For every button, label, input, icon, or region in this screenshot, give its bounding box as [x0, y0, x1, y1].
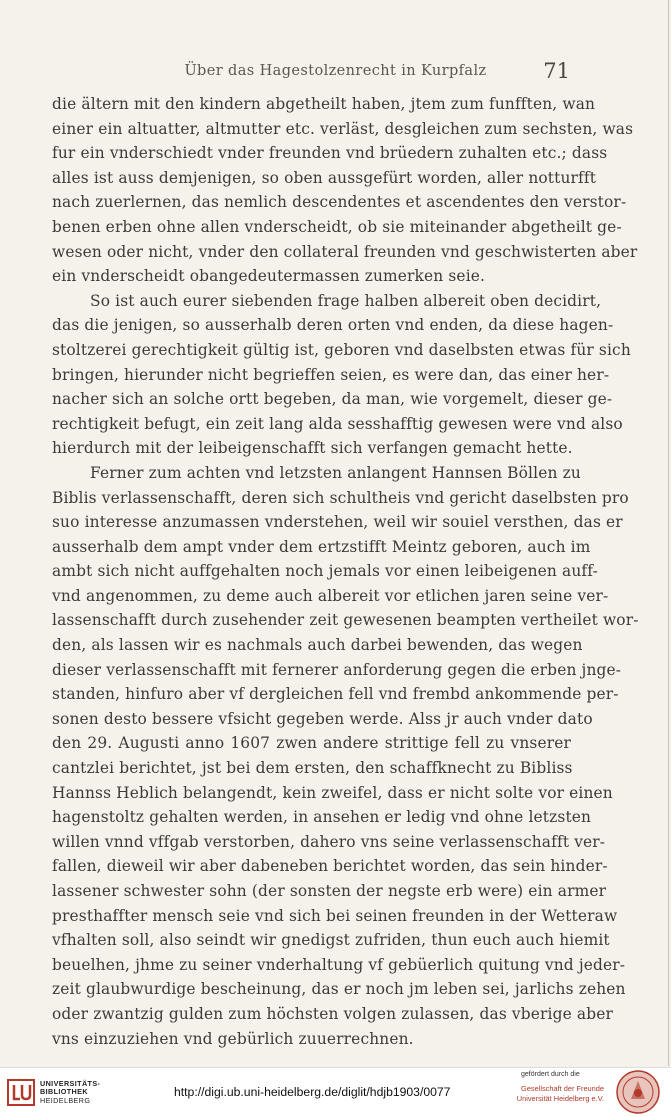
library-city: HEIDELBERG	[40, 1095, 91, 1105]
text-line: So ist auch eurer siebenden frage halben albereit oben decidirt,	[90, 291, 602, 310]
body-text	[52, 92, 639, 1051]
text-line: sonen desto bessere vfsicht gegeben werde. Alss jr auch vnder dato	[52, 709, 593, 728]
funding-label: gefördert durch die	[521, 1071, 580, 1078]
text-line: die ältern mit den kindern abgetheilt haben, jtem zum funfften, wan	[52, 95, 596, 113]
text-line: ambt sich nicht auffgehalten noch jemals vor einen leibeigenen auff-	[52, 562, 598, 581]
permalink-url[interactable]: http://digi.ub.uni-heidelberg.de/diglit/hdjb1903/0077	[174, 1085, 451, 1099]
text-line: alles ist auss demjenigen, so oben aussgefürt worden, aller notturfft	[52, 168, 597, 187]
text-line: cantzlei berichtet, jst bei dem ersten, den schaffknecht zu Bibliss	[52, 759, 573, 778]
library-name-line-2: BIBLIOTHEK	[40, 1087, 88, 1097]
funding-org-line-1: Gesellschaft der Freunde	[521, 1084, 604, 1093]
text-line: suo interesse anzumassen vnderstehen, weil wir souiel versthen, das er	[52, 513, 623, 532]
text-line: das die jenigen, so ausserhalb deren orten vnd enden, da diese hagen-	[52, 316, 614, 335]
text-line: vnd angenommen, zu deme auch albereit vor etlichen jaren seine ver-	[52, 586, 609, 605]
text-line: benen erben ohne allen vnderscheidt, ob sie miteinander abgetheilt ge-	[52, 217, 622, 236]
text-line: Ferner zum achten vnd letzsten anlangent Hannsen Böllen zu	[90, 463, 581, 482]
text-line: dieser verlassenschafft mit fernerer anforderung gegen die erben jnge-	[52, 660, 622, 679]
text-line: presthaffter mensch seie vnd sich bei seinen freunden in der Wetteraw	[52, 906, 618, 925]
library-logo-icon	[6, 1077, 36, 1107]
text-line: vfhalten soll, also seindt wir gnedigst zufriden, thun euch auch hiemit	[52, 931, 610, 950]
text-line: ein vnderscheidt obangedeutermassen zumerken seie.	[52, 267, 486, 286]
running-header	[0, 59, 671, 87]
footer-bar	[0, 1067, 671, 1117]
text-line: Biblis verlassenschafft, deren sich schultheis vnd gericht daselbsten pro	[52, 488, 629, 507]
text-line: bringen, hierunder nicht begrieffen seien, es were dan, das einer her-	[52, 365, 610, 384]
text-line: standen, hinfuro aber vf dergleichen fell vnd frembd ankommende per-	[52, 685, 619, 704]
text-line: nach zuerlernen, das nemlich descendentes et ascendentes den verstor-	[52, 193, 627, 212]
text-line: lassenschafft durch zusehender zeit gewesenen beampten vertheilet wor-	[52, 611, 639, 630]
text-line: den 29. Augusti anno 1607 zwen andere strittige fell zu vnserer	[52, 734, 571, 753]
library-name-line-1: UNIVERSITÄTS-	[40, 1079, 101, 1088]
text-line: lassener schwester sohn (der sonsten der negste erb were) ein armer	[52, 882, 607, 900]
text-line: stoltzerei gerechtigkeit gültig ist, geboren vnd daselbsten etwas für sich	[52, 340, 631, 359]
text-line: fallen, dieweil wir aber dabeneben berichtet worden, das sein hinder-	[52, 857, 608, 876]
funding-org	[510, 1084, 604, 1103]
text-line: zeit glaubwurdige bescheinung, das er noch jm leben sei, jarlichs zehen	[52, 980, 626, 999]
funding-org-line-2: Universität Heidelberg e.V.	[516, 1093, 604, 1103]
text-line: hierdurch mit der leibeigenschafft sich verfangen gemacht hette.	[52, 439, 573, 458]
text-line: hagenstoltz gehalten werden, in ansehen er ledig vnd ohne letzsten	[52, 808, 592, 827]
text-line: vns einzuziehen vnd gebürlich zuuerrechnen.	[52, 1029, 414, 1048]
text-line: ausserhalb dem ampt vnder dem ertzstifft Meintz geboren, auch im	[52, 537, 591, 556]
text-line: fur ein vnderschiedt vnder freunden vnd brüedern zuhalten etc.; dass	[52, 144, 608, 163]
university-seal-icon	[615, 1069, 661, 1115]
text-line: wesen oder nicht, vnder den collateral freunden vnd geschwisterten aber	[52, 242, 638, 261]
text-line: nacher sich an solche ortt begeben, da man, wie vorgemelt, dieser ge-	[52, 390, 613, 409]
text-line: Hannss Heblich belangendt, kein zweifel, dass er nicht solte vor einen	[52, 783, 613, 802]
text-line: willen vnnd vffgab verstorben, dahero vns seine verlassenschafft ver-	[52, 832, 606, 851]
header-title: Über das Hagestolzenrecht in Kurpfalz	[184, 63, 487, 79]
text-line: einer ein altuatter, altmutter etc. verläst, desgleichen zum sechsten, was	[52, 119, 634, 138]
text-line: beuelhen, jhme zu seiner vnderhaltung vf gebüerlich quitung vnd jeder-	[52, 955, 626, 974]
text-line: den, als lassen wir es nachmals auch darbei bewenden, das wegen	[52, 636, 583, 655]
text-line: oder zwantzig gulden zum höchsten volgen zulassen, das vberige aber	[52, 1004, 613, 1023]
text-line: rechtigkeit befugt, ein zeit lang alda sesshafftig gewesen were vnd also	[52, 414, 623, 433]
page-number: 71	[543, 59, 570, 83]
library-name	[40, 1080, 100, 1105]
